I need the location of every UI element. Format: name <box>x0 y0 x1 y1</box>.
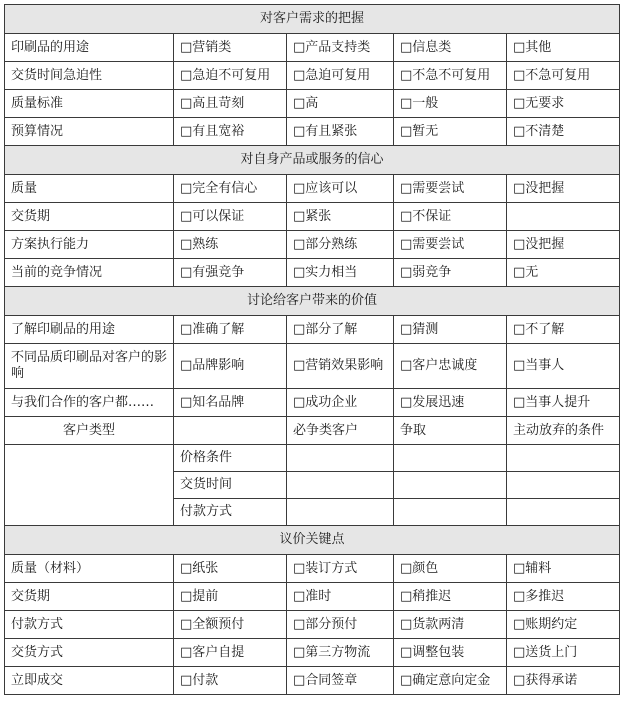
checkbox-option[interactable]: □营销效果影响 <box>287 344 394 389</box>
section-header-customer-value: 讨论给客户带来的价值 <box>5 287 620 316</box>
checkbox-option[interactable]: □纸张 <box>174 555 287 583</box>
input-cell[interactable] <box>394 499 507 526</box>
row-label: 交货方式 <box>5 639 174 667</box>
input-cell[interactable] <box>287 445 394 472</box>
checkbox-option[interactable]: □合同签章 <box>287 667 394 695</box>
condition-label: 付款方式 <box>174 499 287 526</box>
checkbox-option[interactable]: □高且苛刻 <box>174 90 287 118</box>
checkbox-option[interactable]: □可以保证 <box>174 203 287 231</box>
table-row <box>5 203 620 231</box>
checkbox-option[interactable]: □客户忠诚度 <box>394 344 507 389</box>
client-type-header: 主动放弃的条件 <box>507 417 620 445</box>
row-label: 付款方式 <box>5 611 174 639</box>
checkbox-option[interactable]: □成功企业 <box>287 389 394 417</box>
requirements-form-table <box>4 4 620 695</box>
row-label: 预算情况 <box>5 118 174 146</box>
input-cell[interactable] <box>507 499 620 526</box>
input-cell[interactable] <box>507 445 620 472</box>
checkbox-option[interactable]: □应该可以 <box>287 175 394 203</box>
checkbox-option[interactable]: □不清楚 <box>507 118 620 146</box>
checkbox-option[interactable]: □部分了解 <box>287 316 394 344</box>
checkbox-option[interactable]: □暂无 <box>394 118 507 146</box>
row-label: 印刷品的用途 <box>5 34 174 62</box>
checkbox-option[interactable]: □弱竞争 <box>394 259 507 287</box>
checkbox-option[interactable]: □无 <box>507 259 620 287</box>
checkbox-option[interactable]: □获得承诺 <box>507 667 620 695</box>
checkbox-option[interactable]: □需要尝试 <box>394 175 507 203</box>
row-label: 质量 <box>5 175 174 203</box>
checkbox-option[interactable]: □没把握 <box>507 231 620 259</box>
checkbox-option[interactable]: □有强竞争 <box>174 259 287 287</box>
table-row <box>5 90 620 118</box>
table-row <box>5 118 620 146</box>
checkbox-option[interactable]: □货款两清 <box>394 611 507 639</box>
checkbox-option[interactable]: □第三方物流 <box>287 639 394 667</box>
table-row <box>5 667 620 695</box>
row-label: 方案执行能力 <box>5 231 174 259</box>
condition-label: 价格条件 <box>174 445 287 472</box>
checkbox-option[interactable]: □装订方式 <box>287 555 394 583</box>
input-cell[interactable] <box>287 472 394 499</box>
checkbox-option[interactable]: □不急可复用 <box>507 62 620 90</box>
checkbox-option[interactable]: □发展迅速 <box>394 389 507 417</box>
checkbox-option[interactable]: □猜测 <box>394 316 507 344</box>
table-row <box>5 445 620 472</box>
row-label: 不同品质印刷品对客户的影响 <box>5 344 174 389</box>
checkbox-option[interactable]: □提前 <box>174 583 287 611</box>
checkbox-option[interactable]: □付款 <box>174 667 287 695</box>
checkbox-option[interactable]: □急迫不可复用 <box>174 62 287 90</box>
empty-cell <box>507 203 620 231</box>
checkbox-option[interactable]: □营销类 <box>174 34 287 62</box>
checkbox-option[interactable]: □没把握 <box>507 175 620 203</box>
checkbox-option[interactable]: □其他 <box>507 34 620 62</box>
row-label: 质量（材料） <box>5 555 174 583</box>
checkbox-option[interactable]: □当事人提升 <box>507 389 620 417</box>
checkbox-option[interactable]: □高 <box>287 90 394 118</box>
checkbox-option[interactable]: □实力相当 <box>287 259 394 287</box>
client-type-label: 客户类型 <box>5 417 174 445</box>
table-row <box>5 62 620 90</box>
checkbox-option[interactable]: □准确了解 <box>174 316 287 344</box>
table-row <box>5 175 620 203</box>
checkbox-option[interactable]: □熟练 <box>174 231 287 259</box>
checkbox-option[interactable]: □不了解 <box>507 316 620 344</box>
client-type-header: 争取 <box>394 417 507 445</box>
checkbox-option[interactable]: □有且紧张 <box>287 118 394 146</box>
input-cell[interactable] <box>394 445 507 472</box>
empty-cell <box>5 445 174 526</box>
checkbox-option[interactable]: □产品支持类 <box>287 34 394 62</box>
table-row <box>5 639 620 667</box>
table-row <box>5 344 620 389</box>
section-header-customer-needs: 对客户需求的把握 <box>5 5 620 34</box>
input-cell[interactable] <box>287 499 394 526</box>
checkbox-option[interactable]: □不急不可复用 <box>394 62 507 90</box>
checkbox-option[interactable]: □一般 <box>394 90 507 118</box>
row-label: 当前的竞争情况 <box>5 259 174 287</box>
table-row <box>5 259 620 287</box>
table-row <box>5 389 620 417</box>
table-row <box>5 316 620 344</box>
checkbox-option[interactable]: □稍推迟 <box>394 583 507 611</box>
checkbox-option[interactable]: □信息类 <box>394 34 507 62</box>
row-label: 交货时间急迫性 <box>5 62 174 90</box>
checkbox-option[interactable]: □准时 <box>287 583 394 611</box>
checkbox-option[interactable]: □急迫可复用 <box>287 62 394 90</box>
checkbox-option[interactable]: □送货上门 <box>507 639 620 667</box>
client-type-header: 必争类客户 <box>287 417 394 445</box>
checkbox-option[interactable]: □完全有信心 <box>174 175 287 203</box>
table-row <box>5 583 620 611</box>
section-header-bargaining: 议价关键点 <box>5 526 620 555</box>
checkbox-option[interactable]: □全额预付 <box>174 611 287 639</box>
checkbox-option[interactable]: □紧张 <box>287 203 394 231</box>
condition-label: 交货时间 <box>174 472 287 499</box>
client-type-header-row <box>5 417 620 445</box>
checkbox-option[interactable]: □部分熟练 <box>287 231 394 259</box>
checkbox-option[interactable]: □无要求 <box>507 90 620 118</box>
checkbox-option[interactable]: □辅料 <box>507 555 620 583</box>
client-type-header <box>174 417 287 445</box>
checkbox-option[interactable]: □品牌影响 <box>174 344 287 389</box>
row-label: 与我们合作的客户都…… <box>5 389 174 417</box>
table-row <box>5 34 620 62</box>
checkbox-option[interactable]: □调整包装 <box>394 639 507 667</box>
checkbox-option[interactable]: □部分预付 <box>287 611 394 639</box>
checkbox-option[interactable]: □有且宽裕 <box>174 118 287 146</box>
table-row <box>5 611 620 639</box>
checkbox-option[interactable]: □当事人 <box>507 344 620 389</box>
section-header-confidence: 对自身产品或服务的信心 <box>5 146 620 175</box>
row-label: 交货期 <box>5 203 174 231</box>
input-cell[interactable] <box>507 472 620 499</box>
checkbox-option[interactable]: □知名品牌 <box>174 389 287 417</box>
checkbox-option[interactable]: □账期约定 <box>507 611 620 639</box>
checkbox-option[interactable]: □多推迟 <box>507 583 620 611</box>
checkbox-option[interactable]: □颜色 <box>394 555 507 583</box>
row-label: 交货期 <box>5 583 174 611</box>
input-cell[interactable] <box>394 472 507 499</box>
row-label: 了解印刷品的用途 <box>5 316 174 344</box>
checkbox-option[interactable]: □需要尝试 <box>394 231 507 259</box>
checkbox-option[interactable]: □客户自提 <box>174 639 287 667</box>
checkbox-option[interactable]: □确定意向定金 <box>394 667 507 695</box>
row-label: 立即成交 <box>5 667 174 695</box>
checkbox-option[interactable]: □不保证 <box>394 203 507 231</box>
table-row <box>5 231 620 259</box>
table-row <box>5 555 620 583</box>
row-label: 质量标准 <box>5 90 174 118</box>
